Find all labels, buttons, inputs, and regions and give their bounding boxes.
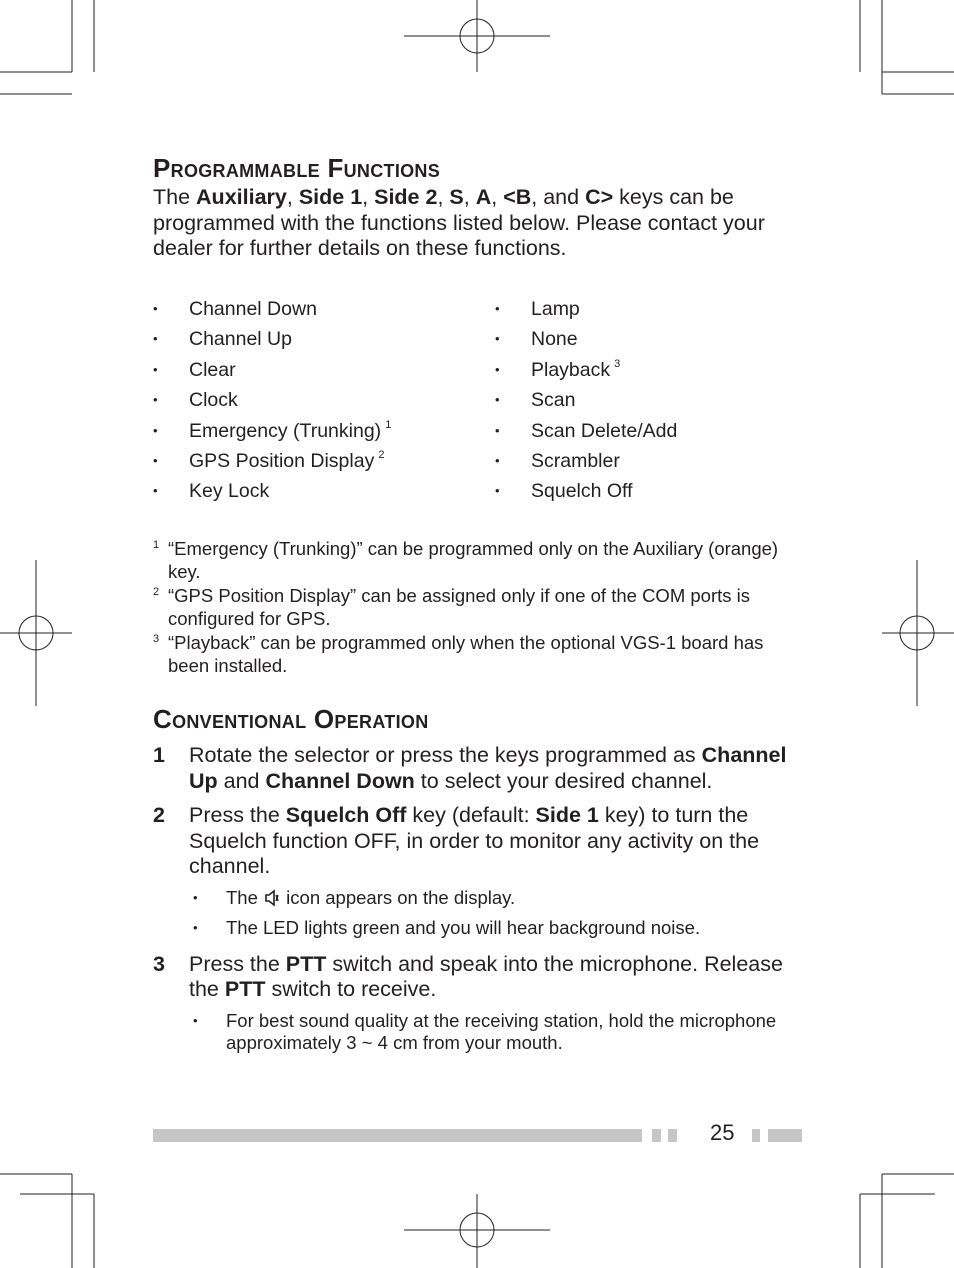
- function-name: GPS Position Display: [189, 449, 375, 472]
- step-2-note-2: [153, 917, 803, 940]
- step-text: Rotate the selector or press the keys programmed as: [189, 743, 702, 767]
- list-item: [495, 416, 677, 446]
- bullet: •: [193, 920, 198, 935]
- function-name: Scrambler: [531, 449, 620, 472]
- function-name: None: [531, 328, 578, 351]
- intro-paragraph: [153, 185, 793, 262]
- footer-bar-segment: [652, 1129, 661, 1142]
- list-item: [153, 446, 391, 476]
- intro-text: keys can be programmed with the functions listed below. Please contact your dealer for further details on these functions.: [153, 185, 765, 260]
- list-item: [153, 355, 391, 385]
- list-item: [153, 294, 391, 324]
- function-name: Squelch Off: [531, 480, 633, 503]
- bullet: •: [153, 361, 158, 377]
- function-name: Key Lock: [189, 480, 270, 503]
- function-name: Scan: [531, 389, 576, 412]
- list-item: [153, 324, 391, 354]
- bullet: •: [153, 483, 158, 499]
- list-item: [153, 416, 391, 446]
- key-name: PTT: [285, 951, 327, 976]
- step-text: Press the: [189, 803, 286, 827]
- key-name: C>: [585, 185, 614, 209]
- bullet: •: [495, 301, 500, 316]
- function-name: Emergency (Trunking): [189, 419, 382, 442]
- intro-text: ,: [463, 185, 476, 209]
- footer-bar-segment: [752, 1129, 760, 1142]
- bullet: •: [153, 392, 158, 408]
- step-text: to select your desired channel.: [414, 768, 713, 793]
- function-name: Clear: [189, 358, 236, 381]
- key-name: A: [475, 185, 492, 209]
- list-item: [495, 294, 677, 324]
- footnote: [153, 632, 803, 677]
- function-name: Playback: [531, 358, 611, 381]
- bullet: •: [495, 452, 500, 468]
- footnote-text: “Playback” can be programmed only when the optional VGS-1 board has been installed.: [168, 632, 764, 676]
- key-name: Channel Down: [265, 768, 415, 793]
- bullet: •: [153, 331, 158, 347]
- bullet: •: [153, 422, 158, 438]
- bullet: •: [153, 452, 158, 468]
- footnote-marker: 2: [378, 448, 385, 461]
- intro-text: ,: [286, 185, 299, 209]
- footnote: [153, 585, 803, 630]
- footnote-number: 3: [153, 633, 160, 645]
- list-item: [153, 385, 391, 415]
- intro-text: , and: [531, 185, 586, 209]
- footer-bar-end: [768, 1129, 802, 1142]
- key-name: <B: [503, 185, 532, 209]
- footnote-number: 2: [153, 586, 160, 598]
- intro-text: ,: [491, 185, 504, 209]
- intro-text: ,: [362, 185, 375, 209]
- step-text: key) to turn the Squelch function OFF, in order to monitor any activity on the channel.: [189, 803, 760, 878]
- list-item: [495, 385, 677, 415]
- step-text: and: [217, 768, 266, 793]
- step-3-note-1: [153, 1010, 803, 1055]
- key-name: S: [449, 185, 464, 209]
- list-item: [495, 476, 677, 506]
- step-2: [153, 803, 803, 880]
- key-name: PTT: [224, 977, 266, 1001]
- intro-text: The: [153, 185, 197, 209]
- step-text: switch and speak into the microphone. Release the: [189, 951, 783, 1001]
- footnote-text: “GPS Position Display” can be assigned only if one of the COM ports is configured for GPS.: [168, 585, 750, 629]
- footnote-text: “Emergency (Trunking)” can be programmed only on the Auxiliary (orange) key.: [168, 538, 779, 582]
- list-item: [153, 476, 391, 506]
- speaker-icon: [265, 889, 279, 907]
- note-text: The: [226, 886, 264, 908]
- step-3: [153, 952, 803, 1003]
- step-2-note-1: [153, 887, 803, 910]
- step-1: [153, 743, 803, 794]
- bullet: •: [495, 392, 500, 408]
- section-heading-conventional-operation: Conventional Operation: [153, 704, 429, 734]
- note-text: For best sound quality at the receiving station, hold the microphone approximately 3 ~ 4 cm from your mouth.: [226, 1009, 777, 1053]
- bullet: •: [193, 889, 198, 905]
- bullet: •: [495, 331, 500, 347]
- intro-text: ,: [437, 185, 450, 209]
- note-text: The LED lights green and you will hear background noise.: [226, 917, 701, 938]
- key-name: Side 1: [298, 185, 363, 209]
- step-number: 2: [153, 803, 165, 827]
- footer-bar: [153, 1129, 642, 1142]
- bullet: •: [495, 422, 500, 438]
- key-name: Side 1: [535, 803, 599, 827]
- footnote: [153, 538, 803, 583]
- key-name: Auxiliary: [196, 185, 287, 209]
- step-number: 1: [153, 743, 165, 767]
- step-number: 3: [153, 951, 165, 976]
- list-item: [495, 355, 677, 385]
- step-text: switch to receive.: [265, 977, 437, 1001]
- footnote-number: 1: [153, 539, 160, 551]
- note-text: icon appears on the display.: [281, 886, 516, 908]
- bullet: •: [495, 361, 500, 377]
- function-list-right: [495, 294, 677, 507]
- key-name: Squelch Off: [285, 803, 407, 827]
- key-name: Side 2: [374, 185, 438, 209]
- function-name: Lamp: [531, 298, 580, 320]
- function-name: Channel Down: [189, 298, 317, 320]
- step-text: key (default:: [406, 803, 536, 827]
- footnote-marker: 1: [385, 418, 392, 431]
- key-name: Channel Up: [189, 743, 787, 793]
- function-name: Channel Up: [189, 328, 292, 351]
- steps-list: [153, 743, 803, 1063]
- footnotes: [153, 538, 803, 679]
- bullet: •: [495, 483, 500, 499]
- step-text: Press the: [189, 951, 286, 976]
- page-number: 25: [710, 1120, 735, 1145]
- bullet: •: [153, 301, 158, 316]
- section-heading-programmable-functions: Programmable Functions: [153, 153, 441, 183]
- bullet: •: [193, 1012, 198, 1028]
- list-item: [495, 324, 677, 354]
- function-list-left: [153, 294, 391, 507]
- function-name: Scan Delete/Add: [531, 419, 678, 442]
- list-item: [495, 446, 677, 476]
- function-name: Clock: [189, 389, 238, 412]
- footnote-marker: 3: [614, 357, 621, 370]
- footer-bar-segment: [668, 1129, 677, 1142]
